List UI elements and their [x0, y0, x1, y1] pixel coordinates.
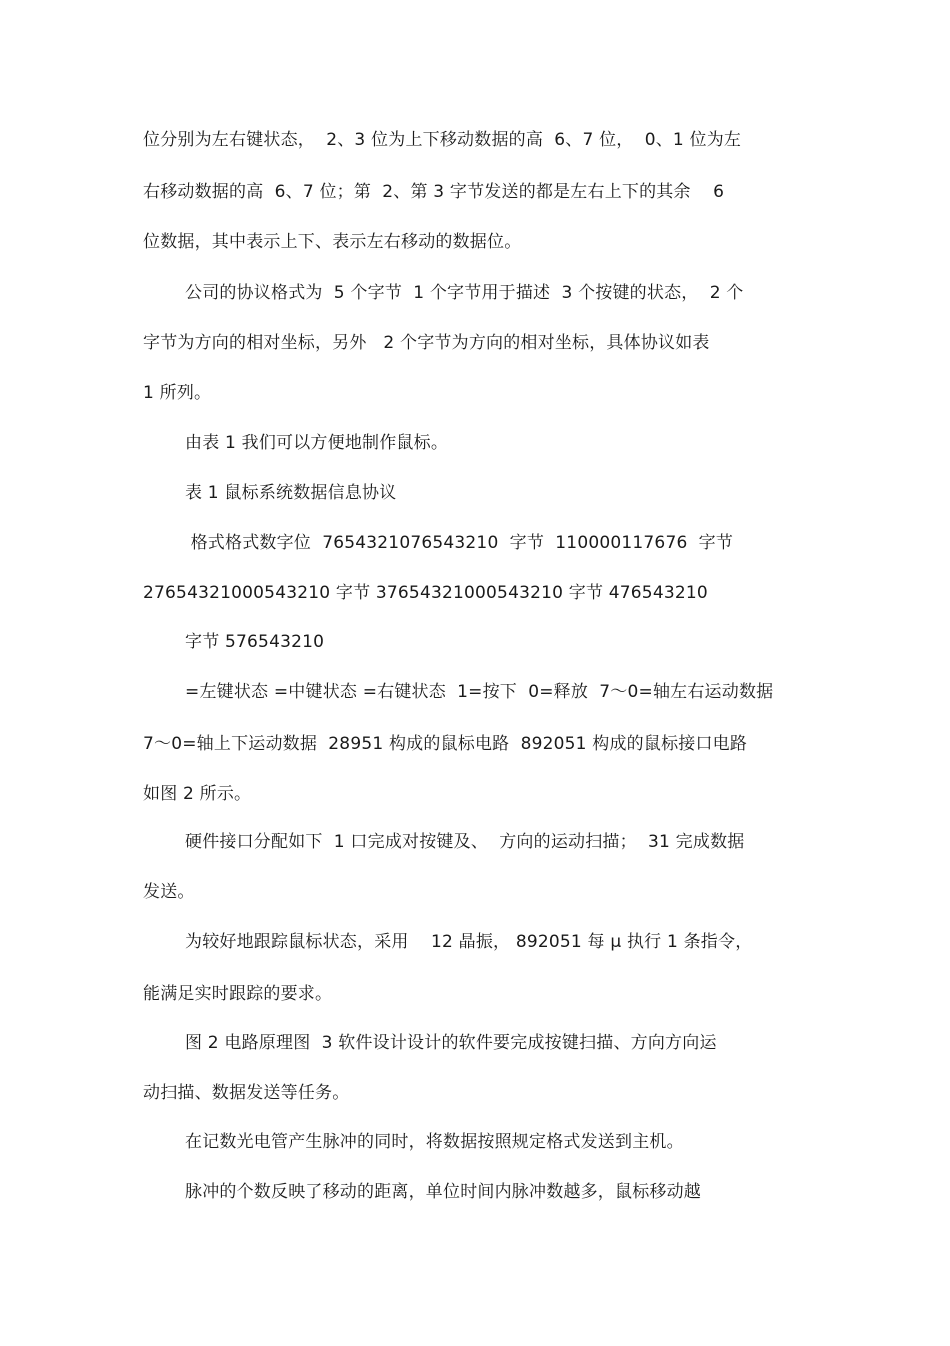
text-line: 位分别为左右键状态， 2、3 位为上下移动数据的高 6、7 位， 0、1 位为左: [143, 130, 742, 150]
text-line: 字节为方向的相对坐标，另外 2 个字节为方向的相对坐标，具体协议如表: [143, 333, 710, 353]
text-line: 硬件接口分配如下 1 口完成对按键及、 方向的运动扫描； 31 完成数据: [185, 832, 745, 852]
text-line: 能满足实时跟踪的要求。: [143, 984, 333, 1004]
text-line: 脉冲的个数反映了移动的距离，单位时间内脉冲数越多，鼠标移动越: [185, 1182, 701, 1202]
text-line: 1 所列。: [143, 383, 212, 403]
text-line: =左键状态 =中键状态 =右键状态 1=按下 0=释放 7～0=轴左右运动数据: [185, 682, 774, 702]
text-line: 为较好地跟踪鼠标状态，采用 12 晶振， 892051 每 μ 执行 1 条指令，: [185, 932, 753, 952]
text-line: 发送。: [143, 882, 195, 902]
text-line: 在记数光电管产生脉冲的同时，将数据按照规定格式发送到主机。: [185, 1132, 684, 1152]
text-line: 动扫描、数据发送等任务。: [143, 1083, 350, 1103]
text-line: 位数据，其中表示上下、表示左右移动的数据位。: [143, 232, 522, 252]
text-line: 图 2 电路原理图 3 软件设计设计的软件要完成按键扫描、方向方向运: [185, 1033, 717, 1053]
text-line: 由表 1 我们可以方便地制作鼠标。: [185, 433, 449, 453]
text-line: 右移动数据的高 6、7 位；第 2、第 3 字节发送的都是左右上下的其余 6: [143, 182, 725, 202]
text-line: 如图 2 所示。: [143, 784, 252, 804]
text-line: 格式格式数字位 7654321076543210 字节 110000117676 字节: [185, 533, 734, 553]
text-line: 字节 576543210: [185, 632, 325, 652]
text-line: 27654321000543210 字节 37654321000543210 字节 476543210: [143, 583, 708, 603]
text-line: 公司的协议格式为 5 个字节 1 个字节用于描述 3 个按键的状态， 2 个: [185, 283, 744, 303]
table-caption: 表 1 鼠标系统数据信息协议: [185, 483, 397, 503]
text-line: 7～0=轴上下运动数据 28951 构成的鼠标电路 892051 构成的鼠标接口电路: [143, 734, 748, 754]
